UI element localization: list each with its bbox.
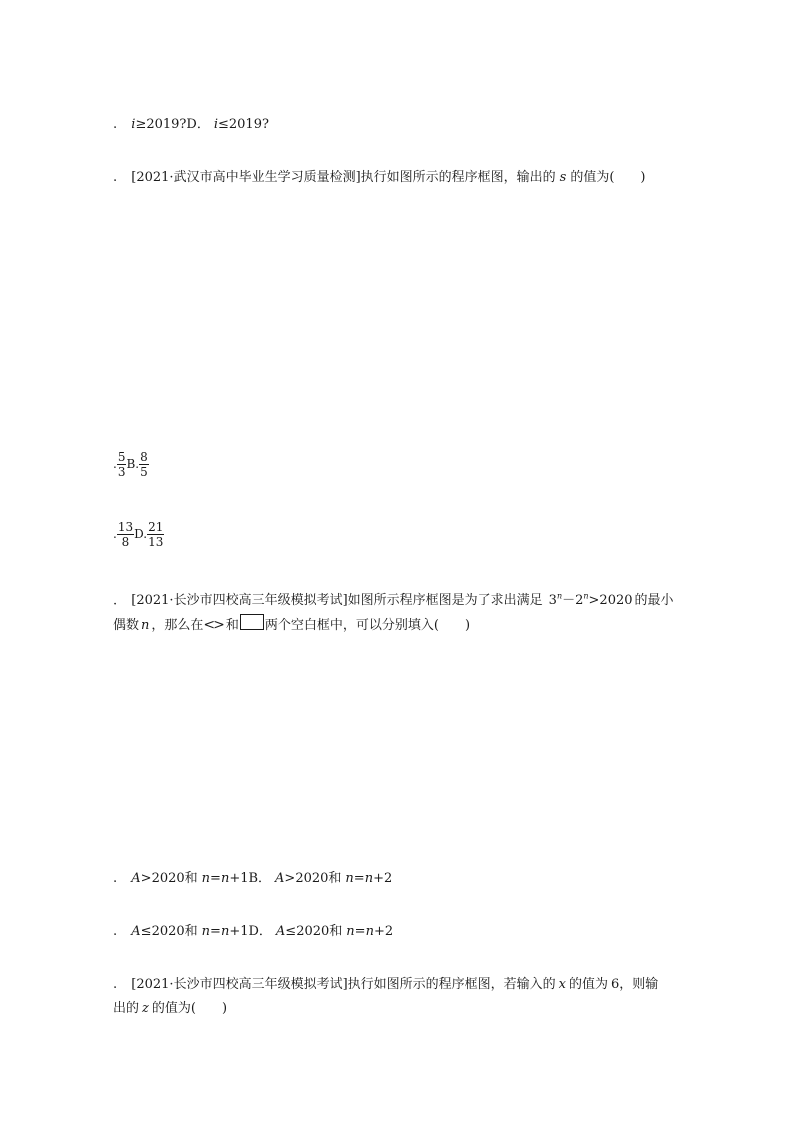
option-c-fraction	[117, 520, 134, 549]
expr-exponent: n	[556, 592, 563, 601]
question-text: 的值为( )	[151, 1001, 228, 1016]
option-c-text: ≥2019?D．	[135, 117, 210, 132]
question-text: 出的	[113, 1001, 140, 1016]
fraction-numerator: 8	[140, 449, 148, 464]
option-b-label: B.	[126, 457, 140, 471]
option-d-text: +2	[373, 924, 394, 939]
question-value: 6	[611, 977, 620, 992]
expr-exponent: n	[583, 592, 589, 601]
question-tail: 的值为( )	[570, 170, 646, 185]
inequality-expression	[549, 593, 633, 608]
option-b-var: n	[345, 871, 354, 886]
question-prefix: .	[113, 170, 118, 185]
option-c-prefix: .	[113, 117, 118, 132]
question-text-tail: 的最小	[634, 593, 674, 609]
option-d-text: ≤2020和	[285, 924, 343, 939]
question-text: ，则输	[619, 977, 659, 992]
changsha1-options-row2	[113, 923, 393, 941]
question-changsha-2-line1	[113, 976, 658, 994]
option-b-var: n	[364, 871, 374, 886]
question-var: x	[558, 977, 566, 992]
option-lead: .	[113, 527, 117, 541]
option-c-text: ≤2020和	[140, 924, 198, 939]
expr-minus: －2	[562, 593, 584, 609]
option-d-text: =	[354, 924, 366, 939]
option-a-text: +1B．	[229, 871, 272, 886]
option-b-text: >2020和	[284, 871, 342, 886]
wuhan-options-row1	[113, 444, 149, 484]
option-a-var: A	[131, 871, 141, 886]
option-lead: .	[113, 871, 118, 886]
option-d-var: A	[275, 924, 286, 939]
question-changsha-1-line1	[113, 588, 674, 610]
question-text: ，那么在	[151, 618, 204, 633]
option-a-var: n	[220, 871, 230, 886]
question-text: [2021·武汉市高中毕业生学习质量检测]执行如图所示的程序框图，输出的	[131, 170, 556, 185]
option-d-text: ≤2019?	[218, 117, 269, 132]
option-b-text: =	[353, 871, 365, 886]
changsha1-options-row1	[113, 870, 392, 888]
process-box-icon	[240, 614, 264, 630]
question-changsha-2-line2	[113, 1000, 227, 1018]
question-prefix: .	[113, 593, 118, 609]
option-a-text: =	[210, 871, 221, 886]
expr-base: 3	[548, 593, 557, 609]
option-c-var: n	[220, 924, 230, 939]
option-lead: .	[113, 924, 118, 939]
decision-diamond-icon: <>	[203, 617, 223, 633]
option-c-text: =	[210, 924, 221, 939]
option-d-var: i	[213, 117, 218, 132]
fraction-denominator: 13	[148, 534, 164, 549]
question-prefix: .	[113, 977, 118, 992]
fraction-numerator: 13	[117, 519, 134, 534]
option-a-var: n	[201, 871, 211, 886]
option-d-label: D.	[134, 527, 148, 541]
fraction-numerator: 5	[117, 449, 126, 464]
option-b-var: A	[275, 871, 285, 886]
option-d-var: n	[346, 924, 355, 939]
question-text: 的值为	[569, 977, 609, 992]
question-text: 和	[225, 618, 239, 633]
question-changsha-1-line2	[113, 614, 470, 635]
question-text: 两个空白框中，可以分别填入( )	[264, 618, 471, 633]
question-var: s	[559, 170, 567, 185]
option-d-fraction	[147, 520, 164, 549]
prev-question-options	[113, 116, 269, 134]
fraction-numerator: 21	[148, 519, 164, 534]
option-d-var: n	[365, 924, 374, 939]
question-var: n	[141, 618, 150, 633]
wuhan-options-row2	[113, 514, 164, 554]
option-a-text: >2020和	[140, 871, 198, 886]
question-text: [2021·长沙市四校高三年级模拟考试]执行如图所示的程序框图，若输入的	[131, 977, 556, 992]
option-a-fraction	[117, 450, 127, 479]
expr-tail: >2020	[588, 593, 633, 609]
option-b-fraction	[139, 450, 149, 479]
question-wuhan	[113, 169, 645, 187]
option-c-text: +1D．	[229, 924, 272, 939]
fraction-denominator: 3	[117, 464, 126, 479]
option-b-text: +2	[373, 871, 393, 886]
question-var: z	[142, 1001, 149, 1016]
option-c-var: i	[131, 117, 136, 132]
fraction-denominator: 5	[140, 464, 148, 479]
question-text: 偶数	[113, 618, 140, 633]
option-c-var: A	[131, 924, 141, 939]
option-c-var: n	[201, 924, 211, 939]
question-text: [2021·长沙市四校高三年级模拟考试]如图所示程序框图是为了求出满足	[131, 593, 543, 609]
option-lead: .	[113, 457, 117, 471]
fraction-denominator: 8	[121, 534, 130, 549]
